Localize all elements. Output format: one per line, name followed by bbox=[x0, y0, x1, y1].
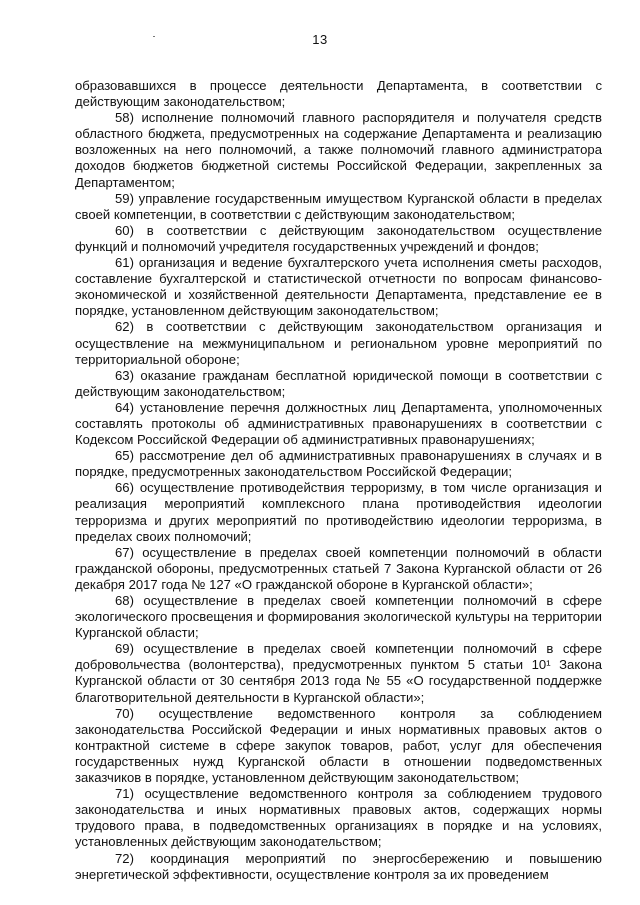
document-body bbox=[75, 78, 602, 883]
paragraph-66: 66) осуществление противодействия терроризму, в том числе организация и реализация мероприятий комплексного плана противодействия идеологии терроризма и других мероприятий по противодействию идеологии терроризма, в пределах своих полномочий; bbox=[75, 480, 602, 544]
page-number: 13 bbox=[312, 32, 328, 47]
paragraph-71: 71) осуществление ведомственного контроля за соблюдением трудового законодательства и иных нормативных правовых актов, содержащих нормы трудового права, в подведомственных организациях в порядке и на условиях, установленных действующим законодательством; bbox=[75, 786, 602, 850]
paragraph-58: 58) исполнение полномочий главного распорядителя и получателя средств областного бюджета, предусмотренных на содержание Департамента и реализацию возложенных на него полномочий, а также полномочий главного администратора доходов бюджетов бюджетной системы Российской Федерации, закрепленных за Департаментом; bbox=[75, 110, 602, 190]
paragraph-65: 65) рассмотрение дел об административных правонарушениях в случаях и в порядке, предусмотренных законодательством Российской Федерации; bbox=[75, 448, 602, 480]
paragraph-64: 64) установление перечня должностных лиц Департамента, уполномоченных составлять протоколы об административных правонарушениях в соответствии с Кодексом Российской Федерации об административных правонарушениях; bbox=[75, 399, 602, 448]
paragraph-67: 67) осуществление в пределах своей компетенции полномочий в области гражданской обороны, предусмотренных статьей 7 Закона Курганской области от 26 декабря 2017 года № 127 «О гражданской обороне в Курганской области»; bbox=[75, 544, 602, 592]
paragraph-61: 61) организация и ведение бухгалтерского учета исполнения сметы расходов, составление бухгалтерской и статистической отчетности по вопросам финансово-экономической и хозяйственной деятельности Департамента, представление ее в порядке, установленном действующим законодательством; bbox=[75, 255, 602, 319]
paragraph-69: 69) осуществление в пределах своей компетенции полномочий в сфере добровольчества (волонтерства), предусмотренных пунктом 5 статьи 10¹ Закона Курганской области от 30 сентября 2013 года № 55 «О государственной поддержке благотворительной деятельности в Курганской области»; bbox=[75, 641, 602, 705]
paragraph-62: 62) в соответствии с действующим законодательством организация и осуществление на межмуниципальном и региональном уровне мероприятий по территориальной обороне; bbox=[75, 319, 602, 367]
paragraph-59: 59) управление государственным имуществом Курганской области в пределах своей компетенции, в соответствии с действующим законодательством; bbox=[75, 190, 602, 222]
paragraph-68: 68) осуществление в пределах своей компетенции полномочий в сфере экологического просвещения и формирования экологической культуры на территории Курганской области; bbox=[75, 593, 602, 641]
paragraph-continuation: образовавшихся в процессе деятельности Департамента, в соответствии с действующим законодательством; bbox=[75, 78, 602, 110]
paragraph-63: 63) оказание гражданам бесплатной юридической помощи в соответствии с действующим законодательством; bbox=[75, 367, 602, 399]
paragraph-60: 60) в соответствии с действующим законодательством осуществление функций и полномочий учредителя государственных учреждений и фондов; bbox=[75, 222, 602, 254]
paragraph-70: 70) осуществление ведомственного контроля за соблюдением законодательства Российской Федерации и иных нормативных правовых актов о контрактной системе в сфере закупок товаров, работ, услуг для обеспечения государственных нужд Курганской области в отношении подведомственных заказчиков в порядке, установленном действующим законодательством; bbox=[75, 705, 602, 786]
paragraph-72: 72) координация мероприятий по энергосбережению и повышению энергетической эффективности, осуществление контроля за их проведением bbox=[75, 850, 602, 882]
